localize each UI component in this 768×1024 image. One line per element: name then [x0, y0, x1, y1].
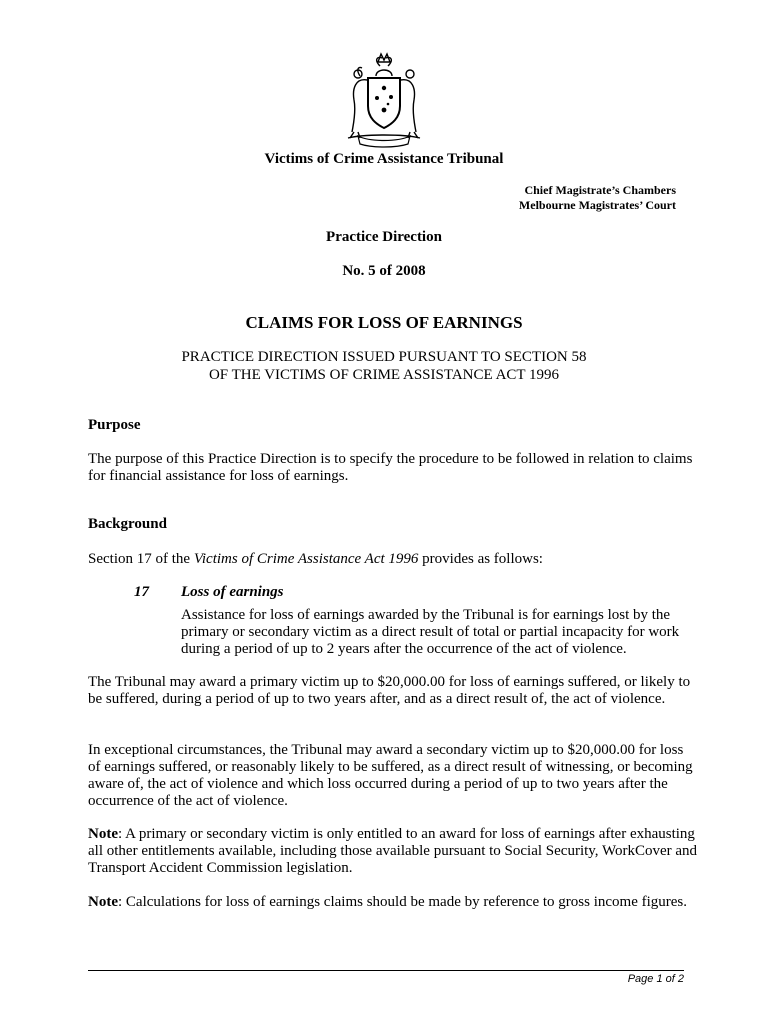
secondary-victim-paragraph: In exceptional circumstances, the Tribunal may award a secondary victim up to $20,000.00 for loss of earnings suffered, or reasonably likely to be suffered, as a direct result of witnessing, or becoming aware of, the act of violence and which loss occurred during a period of up to two years after the occurrence of the act of violence.: [88, 742, 693, 809]
footer-divider: [88, 970, 684, 971]
section-quote: Assistance for loss of earnings awarded by the Tribunal is for earnings lost by the primary or secondary victim as a direct result of total or partial incapacity for work during a period of up to 2 years after the occurrence of the act of violence.: [181, 607, 680, 657]
document-subheading: [0, 348, 768, 384]
note-text: : A primary or secondary victim is only entitled to an award for loss of earnings after exhausting all other entitlements available, including those available pursuant to Social Security, WorkCover and Transport Accident Commission legislation.: [88, 826, 698, 876]
subheading-line: OF THE VICTIMS OF CRIME ASSISTANCE ACT 1996: [208, 367, 560, 383]
chambers-line: Chief Magistrate’s Chambers: [524, 183, 676, 197]
note-entitlements: [88, 826, 698, 877]
document-heading: CLAIMS FOR LOSS OF EARNINGS: [245, 313, 523, 332]
intro-text: provides as follows:: [418, 551, 543, 567]
act-name: Victims of Crime Assistance Act 1996: [193, 551, 419, 567]
note-label: Note: [88, 826, 118, 842]
tribunal-name: Victims of Crime Assistance Tribunal: [264, 151, 504, 167]
note-label: Note: [88, 894, 118, 910]
section-title: Loss of earnings: [181, 584, 284, 600]
subheading-line: PRACTICE DIRECTION ISSUED PURSUANT TO SECTION 58: [181, 349, 587, 365]
practice-direction-title: Practice Direction: [326, 229, 442, 245]
practice-direction-number: No. 5 of 2008: [342, 263, 426, 279]
chambers-address: [519, 183, 676, 213]
purpose-paragraph: The purpose of this Practice Direction is to specify the procedure to be followed in relation to claims for financial assistance for loss of earnings.: [88, 451, 693, 484]
intro-text: Section 17 of the: [88, 551, 194, 567]
background-heading: Background: [88, 516, 167, 532]
primary-victim-paragraph: The Tribunal may award a primary victim up to $20,000.00 for loss of earnings suffered, or likely to be suffered, during a period of up to two years after, and as a direct result of, the act of violence.: [88, 674, 691, 707]
page-number: Page 1 of 2: [627, 973, 684, 985]
section-number: 17: [134, 584, 149, 600]
coat-of-arms-icon: [334, 48, 434, 148]
note-calculations: [88, 894, 698, 911]
background-intro: [88, 551, 698, 568]
court-line: Melbourne Magistrates’ Court: [518, 198, 676, 212]
note-text: : Calculations for loss of earnings claims should be made by reference to gross income figures.: [118, 894, 688, 910]
purpose-heading: Purpose: [88, 417, 141, 433]
